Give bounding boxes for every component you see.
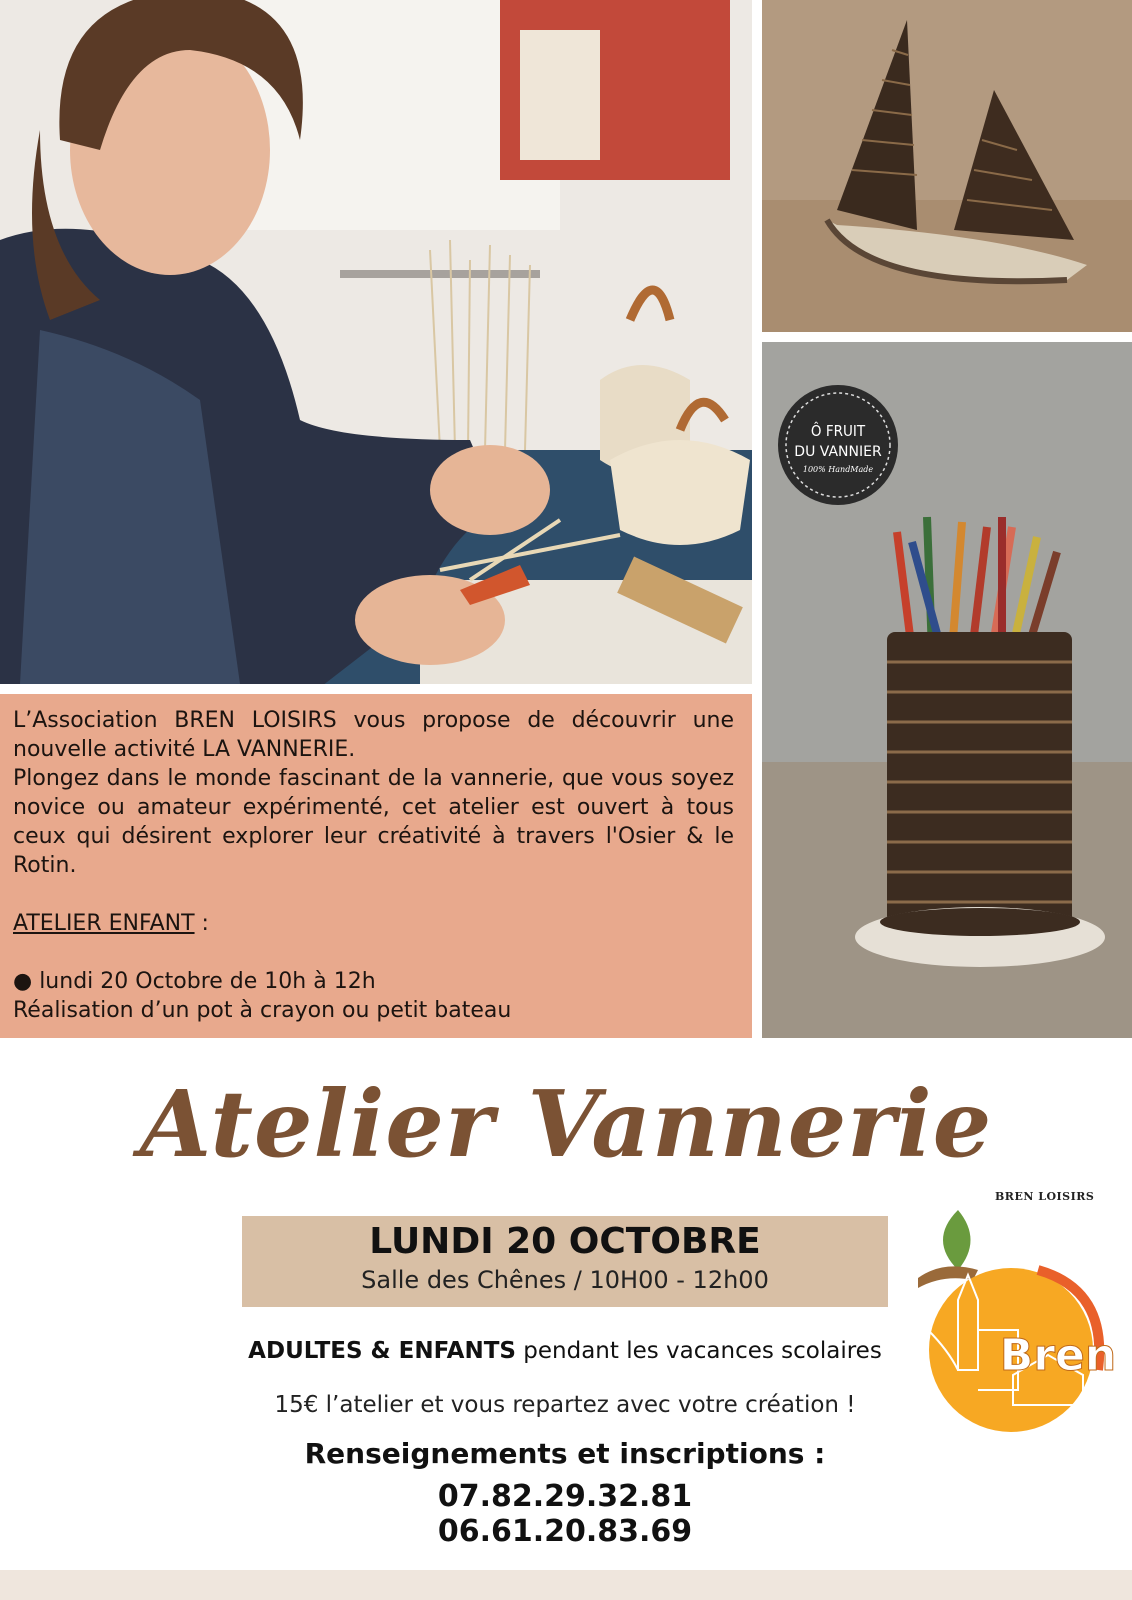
workshop-heading-line xyxy=(13,909,734,938)
contact-title: Renseignements et inscriptions : xyxy=(304,1437,826,1470)
bren-loisirs-logo xyxy=(918,1180,1118,1440)
logo-word: Bren xyxy=(999,1330,1117,1381)
workshop-heading-suffix: : xyxy=(194,911,209,936)
event-date: LUNDI 20 OCTOBRE xyxy=(369,1221,761,1262)
photo-wicker-pencil-pot xyxy=(762,342,1132,1038)
phone-number-1[interactable]: 07.82.29.32.81 xyxy=(437,1479,693,1514)
workshop-heading: ATELIER ENFANT xyxy=(13,911,195,936)
logo-caption: BREN LOISIRS xyxy=(995,1190,1095,1203)
photo-wicker-boat xyxy=(762,0,1132,332)
footer-band xyxy=(0,1570,1132,1600)
audience-bold: ADULTES & ENFANTS xyxy=(248,1338,516,1364)
badge-line-1: Ô FRUIT xyxy=(810,422,866,440)
phone-number-2[interactable]: 06.61.20.83.69 xyxy=(437,1514,693,1549)
badge-line-2: DU VANNIER xyxy=(794,444,882,460)
price-text: 15€ l’atelier et vous repartez avec votre création ! xyxy=(274,1392,856,1418)
intro-panel xyxy=(0,694,752,1038)
audience-rest: pendant les vacances scolaires xyxy=(515,1338,882,1364)
badge-line-3: 100% HandMade xyxy=(802,465,874,474)
audience-text xyxy=(180,1336,950,1366)
event-venue: Salle des Chênes / 10H00 - 12h00 xyxy=(361,1266,769,1294)
photo-woman-weaving xyxy=(0,0,752,684)
logo-leaf xyxy=(943,1210,971,1270)
page-title: Atelier Vannerie xyxy=(139,1070,993,1178)
workshop-date: ● lundi 20 Octobre de 10h à 12h xyxy=(13,969,376,994)
intro-paragraph-1: L’Association BREN LOISIRS vous propose de découvrir une nouvelle activité LA VANNERIE. xyxy=(13,708,734,762)
date-banner xyxy=(242,1216,888,1307)
intro-paragraph-2: Plongez dans le monde fascinant de la vannerie, que vous soyez novice ou amateur expérimenté, cet atelier est ouvert à tous ceux qui désirent explorer leur créativité à travers l'Osier & le Rotin. xyxy=(13,766,734,878)
workshop-detail: Réalisation d’un pot à crayon ou petit bateau xyxy=(13,998,512,1023)
